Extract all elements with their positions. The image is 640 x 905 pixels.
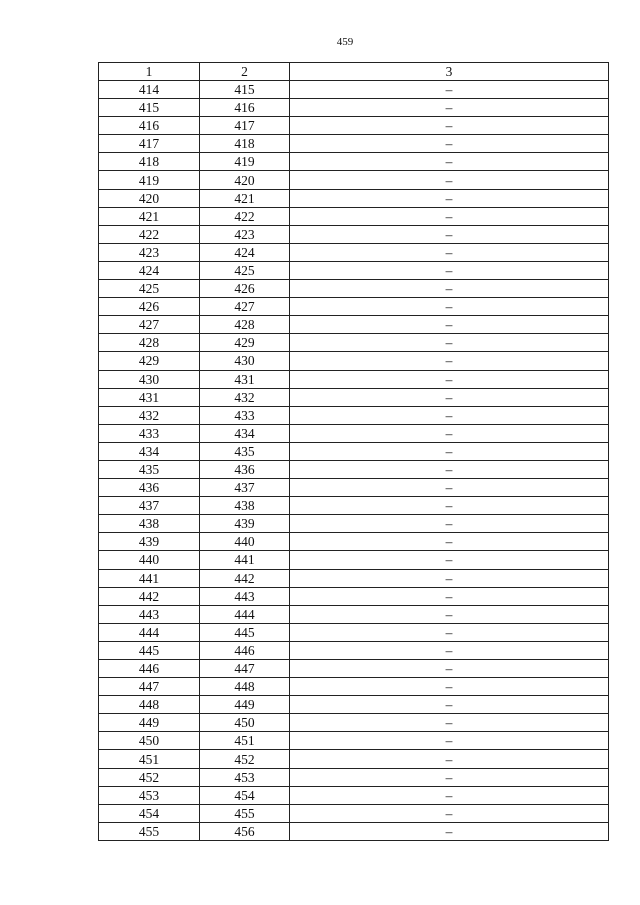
cell-col-2: 446 xyxy=(200,641,290,659)
table-row xyxy=(99,587,609,605)
cell-col-2: 436 xyxy=(200,460,290,478)
table-row xyxy=(99,442,609,460)
cell-col-2: 451 xyxy=(200,732,290,750)
cell-col-1: 426 xyxy=(99,298,200,316)
cell-col-3: – xyxy=(290,696,609,714)
cell-col-1: 448 xyxy=(99,696,200,714)
cell-col-3: – xyxy=(290,261,609,279)
table-row xyxy=(99,189,609,207)
cell-col-2: 426 xyxy=(200,280,290,298)
table-row xyxy=(99,768,609,786)
table-row xyxy=(99,225,609,243)
cell-col-2: 440 xyxy=(200,533,290,551)
cell-col-1: 414 xyxy=(99,81,200,99)
cell-col-1: 416 xyxy=(99,117,200,135)
cell-col-2: 425 xyxy=(200,261,290,279)
cell-col-2: 445 xyxy=(200,623,290,641)
cell-col-1: 420 xyxy=(99,189,200,207)
column-header-3: 3 xyxy=(290,63,609,81)
cell-col-1: 449 xyxy=(99,714,200,732)
cell-col-3: – xyxy=(290,225,609,243)
table-row xyxy=(99,352,609,370)
table-row xyxy=(99,135,609,153)
cell-col-3: – xyxy=(290,515,609,533)
table-row xyxy=(99,660,609,678)
cell-col-1: 423 xyxy=(99,243,200,261)
table-row xyxy=(99,153,609,171)
table-row xyxy=(99,641,609,659)
cell-col-2: 431 xyxy=(200,370,290,388)
table-row xyxy=(99,81,609,99)
cell-col-3: – xyxy=(290,135,609,153)
table-row xyxy=(99,334,609,352)
table-row xyxy=(99,406,609,424)
table-row xyxy=(99,696,609,714)
cell-col-3: – xyxy=(290,81,609,99)
cell-col-3: – xyxy=(290,587,609,605)
table-row xyxy=(99,171,609,189)
cell-col-1: 428 xyxy=(99,334,200,352)
cell-col-2: 422 xyxy=(200,207,290,225)
cell-col-3: – xyxy=(290,442,609,460)
table-row xyxy=(99,370,609,388)
cell-col-3: – xyxy=(290,822,609,840)
cell-col-3: – xyxy=(290,388,609,406)
cell-col-2: 417 xyxy=(200,117,290,135)
cell-col-1: 445 xyxy=(99,641,200,659)
cell-col-1: 450 xyxy=(99,732,200,750)
cell-col-3: – xyxy=(290,117,609,135)
page-number: 459 xyxy=(336,36,354,48)
cell-col-1: 452 xyxy=(99,768,200,786)
table-row xyxy=(99,678,609,696)
cell-col-1: 424 xyxy=(99,261,200,279)
cell-col-2: 438 xyxy=(200,497,290,515)
table-row xyxy=(99,786,609,804)
table-row xyxy=(99,822,609,840)
cell-col-3: – xyxy=(290,171,609,189)
table-row xyxy=(99,515,609,533)
cell-col-2: 455 xyxy=(200,804,290,822)
cell-col-2: 454 xyxy=(200,786,290,804)
cell-col-3: – xyxy=(290,732,609,750)
cell-col-2: 423 xyxy=(200,225,290,243)
cell-col-2: 416 xyxy=(200,99,290,117)
cell-col-3: – xyxy=(290,533,609,551)
cell-col-1: 419 xyxy=(99,171,200,189)
cell-col-3: – xyxy=(290,479,609,497)
table-row xyxy=(99,714,609,732)
cell-col-1: 422 xyxy=(99,225,200,243)
table-row xyxy=(99,623,609,641)
cell-col-2: 418 xyxy=(200,135,290,153)
cell-col-2: 449 xyxy=(200,696,290,714)
cell-col-2: 424 xyxy=(200,243,290,261)
cell-col-3: – xyxy=(290,641,609,659)
cell-col-1: 441 xyxy=(99,569,200,587)
cell-col-3: – xyxy=(290,768,609,786)
cell-col-2: 432 xyxy=(200,388,290,406)
table-row xyxy=(99,497,609,515)
cell-col-1: 425 xyxy=(99,280,200,298)
table-row xyxy=(99,207,609,225)
cell-col-2: 452 xyxy=(200,750,290,768)
cell-col-1: 440 xyxy=(99,551,200,569)
cell-col-3: – xyxy=(290,316,609,334)
cell-col-3: – xyxy=(290,460,609,478)
cell-col-2: 421 xyxy=(200,189,290,207)
cell-col-1: 432 xyxy=(99,406,200,424)
cell-col-3: – xyxy=(290,334,609,352)
cell-col-1: 442 xyxy=(99,587,200,605)
cell-col-2: 450 xyxy=(200,714,290,732)
cell-col-2: 420 xyxy=(200,171,290,189)
cell-col-2: 429 xyxy=(200,334,290,352)
cell-col-3: – xyxy=(290,569,609,587)
cell-col-2: 437 xyxy=(200,479,290,497)
cell-col-2: 427 xyxy=(200,298,290,316)
cell-col-1: 438 xyxy=(99,515,200,533)
cell-col-3: – xyxy=(290,352,609,370)
table-row xyxy=(99,424,609,442)
cell-col-1: 446 xyxy=(99,660,200,678)
cell-col-2: 430 xyxy=(200,352,290,370)
header-row xyxy=(99,63,609,81)
cell-col-3: – xyxy=(290,370,609,388)
cell-col-2: 419 xyxy=(200,153,290,171)
cell-col-3: – xyxy=(290,189,609,207)
table-row xyxy=(99,243,609,261)
data-table xyxy=(98,62,609,841)
cell-col-1: 417 xyxy=(99,135,200,153)
cell-col-2: 456 xyxy=(200,822,290,840)
cell-col-1: 429 xyxy=(99,352,200,370)
table-row xyxy=(99,460,609,478)
cell-col-3: – xyxy=(290,497,609,515)
cell-col-1: 447 xyxy=(99,678,200,696)
cell-col-2: 448 xyxy=(200,678,290,696)
cell-col-1: 453 xyxy=(99,786,200,804)
cell-col-3: – xyxy=(290,678,609,696)
cell-col-3: – xyxy=(290,605,609,623)
cell-col-1: 436 xyxy=(99,479,200,497)
cell-col-3: – xyxy=(290,298,609,316)
cell-col-2: 453 xyxy=(200,768,290,786)
cell-col-1: 437 xyxy=(99,497,200,515)
table-row xyxy=(99,99,609,117)
cell-col-1: 443 xyxy=(99,605,200,623)
cell-col-1: 421 xyxy=(99,207,200,225)
cell-col-2: 434 xyxy=(200,424,290,442)
table-row xyxy=(99,316,609,334)
cell-col-3: – xyxy=(290,280,609,298)
cell-col-2: 441 xyxy=(200,551,290,569)
cell-col-1: 431 xyxy=(99,388,200,406)
cell-col-2: 447 xyxy=(200,660,290,678)
cell-col-3: – xyxy=(290,406,609,424)
cell-col-1: 439 xyxy=(99,533,200,551)
column-header-2: 2 xyxy=(200,63,290,81)
cell-col-3: – xyxy=(290,714,609,732)
cell-col-1: 433 xyxy=(99,424,200,442)
cell-col-3: – xyxy=(290,99,609,117)
table-row xyxy=(99,732,609,750)
cell-col-2: 443 xyxy=(200,587,290,605)
cell-col-3: – xyxy=(290,153,609,171)
cell-col-3: – xyxy=(290,424,609,442)
table-body xyxy=(99,81,609,841)
cell-col-1: 427 xyxy=(99,316,200,334)
table-row xyxy=(99,551,609,569)
column-header-1: 1 xyxy=(99,63,200,81)
cell-col-1: 455 xyxy=(99,822,200,840)
cell-col-1: 454 xyxy=(99,804,200,822)
table-row xyxy=(99,804,609,822)
table-row xyxy=(99,280,609,298)
cell-col-1: 444 xyxy=(99,623,200,641)
cell-col-1: 415 xyxy=(99,99,200,117)
cell-col-3: – xyxy=(290,804,609,822)
cell-col-2: 433 xyxy=(200,406,290,424)
table-header xyxy=(99,63,609,81)
cell-col-3: – xyxy=(290,750,609,768)
cell-col-3: – xyxy=(290,623,609,641)
table-row xyxy=(99,750,609,768)
cell-col-2: 428 xyxy=(200,316,290,334)
table-row xyxy=(99,569,609,587)
cell-col-1: 430 xyxy=(99,370,200,388)
table-row xyxy=(99,261,609,279)
cell-col-3: – xyxy=(290,207,609,225)
cell-col-1: 435 xyxy=(99,460,200,478)
table-row xyxy=(99,605,609,623)
cell-col-2: 444 xyxy=(200,605,290,623)
table-row xyxy=(99,479,609,497)
cell-col-3: – xyxy=(290,660,609,678)
table-row xyxy=(99,388,609,406)
cell-col-3: – xyxy=(290,551,609,569)
table-row xyxy=(99,533,609,551)
cell-col-1: 434 xyxy=(99,442,200,460)
cell-col-2: 439 xyxy=(200,515,290,533)
table-row xyxy=(99,298,609,316)
cell-col-2: 442 xyxy=(200,569,290,587)
cell-col-1: 418 xyxy=(99,153,200,171)
cell-col-3: – xyxy=(290,243,609,261)
cell-col-2: 415 xyxy=(200,81,290,99)
cell-col-2: 435 xyxy=(200,442,290,460)
table-row xyxy=(99,117,609,135)
cell-col-1: 451 xyxy=(99,750,200,768)
cell-col-3: – xyxy=(290,786,609,804)
